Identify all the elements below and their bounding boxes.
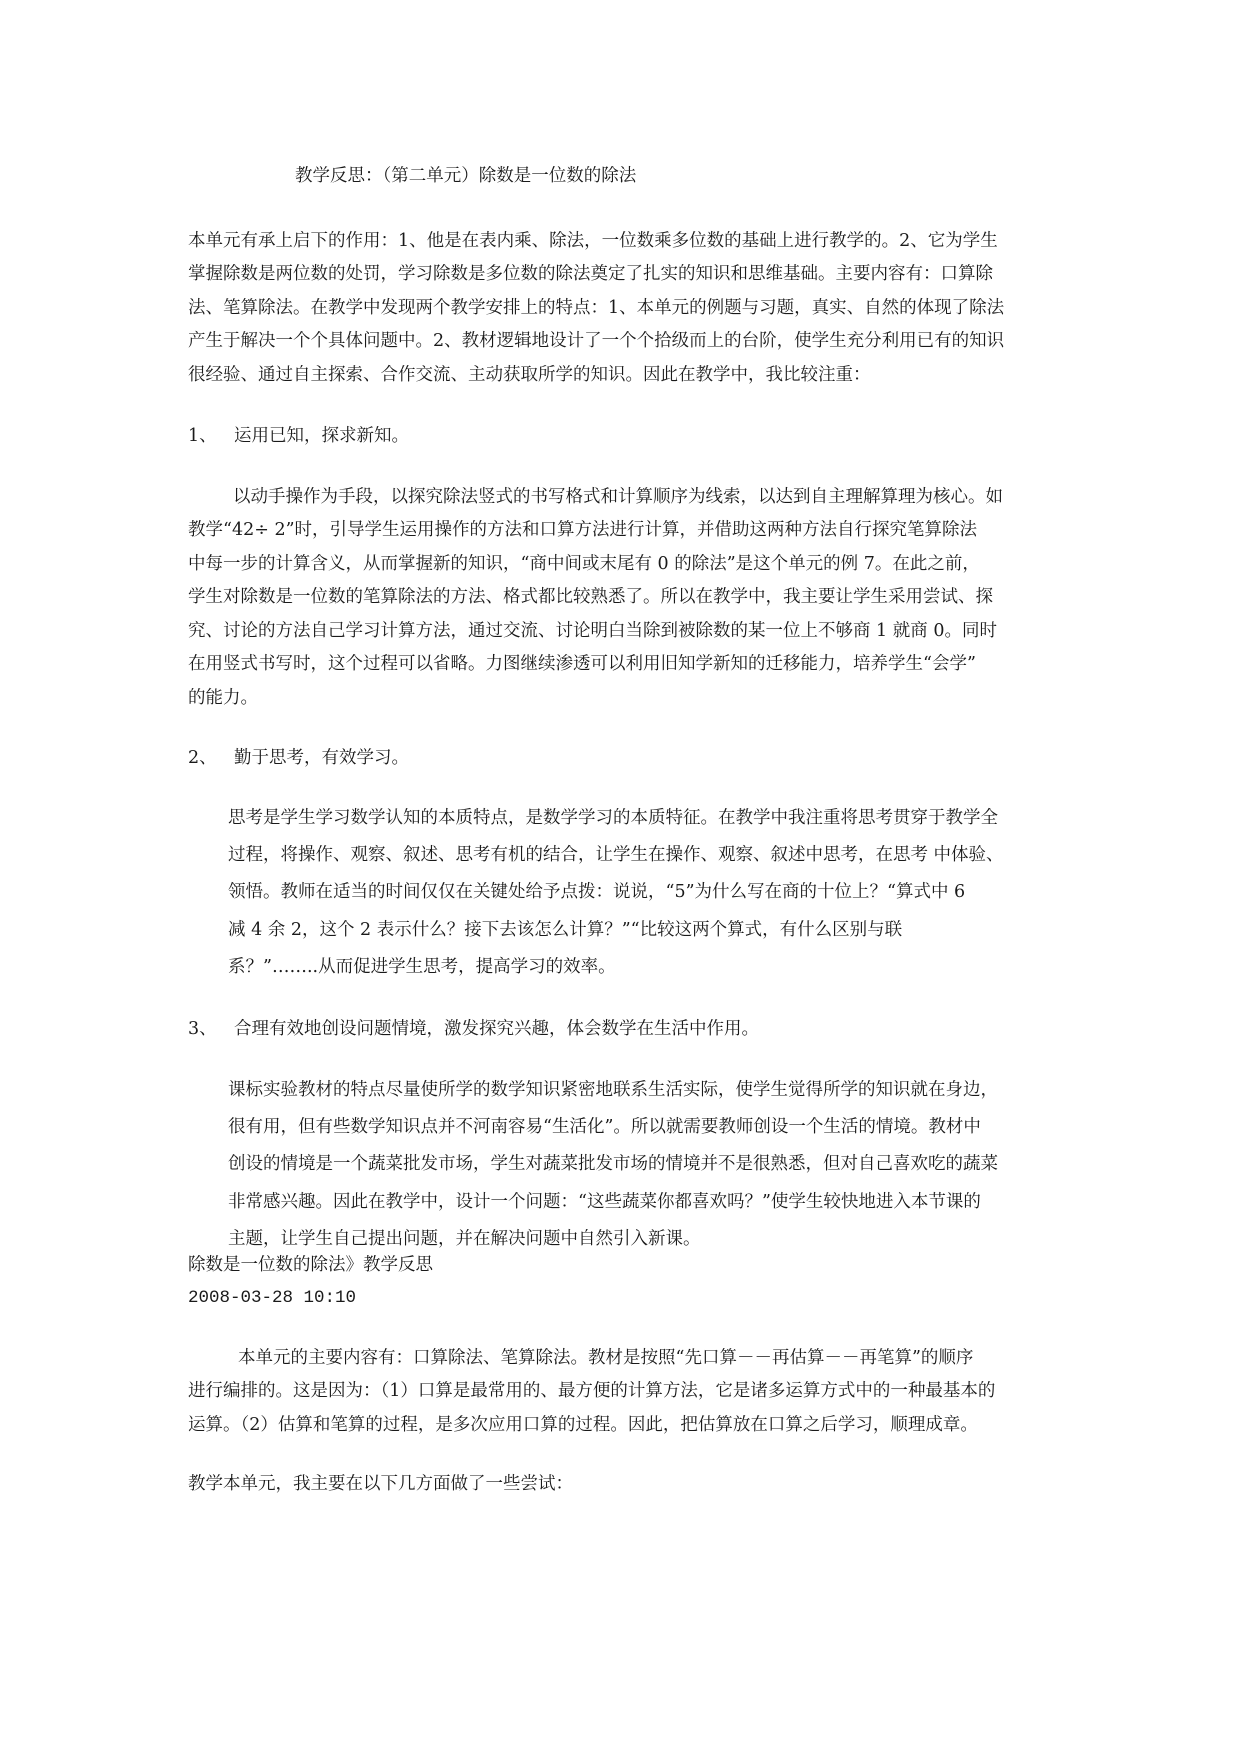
section-heading-text: 合理有效地创设问题情境，激发探究兴趣，体会数学在生活中作用。 (234, 1019, 759, 1039)
section1-line: 中每一步的计算含义，从而掌握新的知识，“商中间或末尾有 0 的除法”是这个单元的例 7。在此之前， (188, 554, 980, 574)
part2-line: 运算。（2）估算和笔算的过程，是多次应用口算的过程。因此，把估算放在口算之后学习，顺理成章。 (188, 1415, 978, 1435)
article-title: 除数是一位数的除法》教学反思 (188, 1255, 433, 1275)
section-heading-text: 勤于思考，有效学习。 (234, 748, 409, 768)
section-heading-3 (188, 1017, 759, 1041)
section1-line: 教学“42÷ 2”时，引导学生运用操作的方法和口算方法进行计算，并借助这两种方法自行探究笔算除法 (188, 520, 978, 540)
section2-line: 系？”……..从而促进学生思考，提高学习的效率。 (228, 957, 616, 977)
section3-line: 很有用，但有些数学知识点并不河南容易“生活化”。所以就需要教师创设一个生活的情境。教材中 (228, 1117, 981, 1137)
page-title: 教学反思：（第二单元）除数是一位数的除法 (295, 166, 637, 186)
section-heading-2 (188, 746, 409, 770)
section-number: 3、 (188, 1019, 217, 1039)
section-heading-1 (188, 424, 409, 448)
section1-line: 究、讨论的方法自己学习计算方法，通过交流、讨论明白当除到被除数的某一位上不够商 1 就商 0。同时 (188, 621, 997, 641)
intro-line: 本单元有承上启下的作用：1、他是在表内乘、除法，一位数乘多位数的基础上进行教学的。2、它为学生 (188, 231, 998, 251)
section1-line: 在用竖式书写时，这个过程可以省略。力图继续渗透可以利用旧知学新知的迁移能力，培养学生“会学” (188, 654, 976, 674)
section2-line: 过程，将操作、观察、叙述、思考有机的结合，让学生在操作、观察、叙述中思考，在思考 中体验、 (228, 845, 1004, 865)
part2-line: 进行编排的。这是因为：（1）口算是最常用的、最方便的计算方法，它是诸多运算方式中的一种最基本的 (188, 1381, 996, 1401)
section1-line: 以动手操作为手段，以探究除法竖式的书写格式和计算顺序为线索，以达到自主理解算理为核心。如 (233, 487, 1003, 507)
section2-line: 减 4 余 2，这个 2 表示什么？接下去该怎么计算？”“比较这两个算式，有什么区别与联 (228, 920, 903, 940)
section1-line: 学生对除数是一位数的笔算除法的方法、格式都比较熟悉了。所以在教学中，我主要让学生采用尝试、探 (188, 587, 993, 607)
post-date: 2008-03-28 10:10 (188, 1288, 357, 1308)
section2-line: 领悟。教师在适当的时间仅仅在关键处给予点拨：说说，“5”为什么写在商的十位上？“算式中 6 (228, 882, 966, 902)
section3-line: 课标实验教材的特点尽量使所学的数学知识紧密地联系生活实际，使学生觉得所学的知识就在身边， (228, 1080, 998, 1100)
intro-line: 产生于解决一个个具体问题中。2、教材逻辑地设计了一个个拾级而上的台阶，使学生充分利用已有的知识 (188, 331, 1005, 351)
section3-line: 创设的情境是一个蔬菜批发市场，学生对蔬菜批发市场的情境并不是很熟悉，但对自己喜欢吃的蔬菜 (228, 1154, 998, 1174)
closing-line: 教学本单元，我主要在以下几方面做了一些尝试： (188, 1474, 573, 1494)
section1-line: 的能力。 (188, 688, 258, 708)
section2-line: 思考是学生学习数学认知的本质特点，是数学学习的本质特征。在教学中我注重将思考贯穿于教学全 (228, 808, 998, 828)
section3-line: 非常感兴趣。因此在教学中，设计一个问题：“这些蔬菜你都喜欢吗？”使学生较快地进入本节课的 (228, 1192, 981, 1212)
section-number: 1、 (188, 426, 217, 446)
section3-line: 主题，让学生自己提出问题，并在解决问题中自然引入新课。 (228, 1229, 701, 1249)
intro-line: 法、笔算除法。在教学中发现两个教学安排上的特点：1、本单元的例题与习题，真实、自然的体现了除法 (188, 298, 1005, 318)
section-heading-text: 运用已知，探求新知。 (234, 426, 409, 446)
intro-line: 很经验、通过自主探索、合作交流、主动获取所学的知识。因此在教学中，我比较注重： (188, 365, 871, 385)
intro-line: 掌握除数是两位数的处罚，学习除数是多位数的除法奠定了扎实的知识和思维基础。主要内容有：口算除 (188, 264, 993, 284)
section-number: 2、 (188, 748, 217, 768)
part2-line: 本单元的主要内容有：口算除法、笔算除法。教材是按照“先口算－－再估算－－再笔算”的顺序 (238, 1348, 974, 1368)
